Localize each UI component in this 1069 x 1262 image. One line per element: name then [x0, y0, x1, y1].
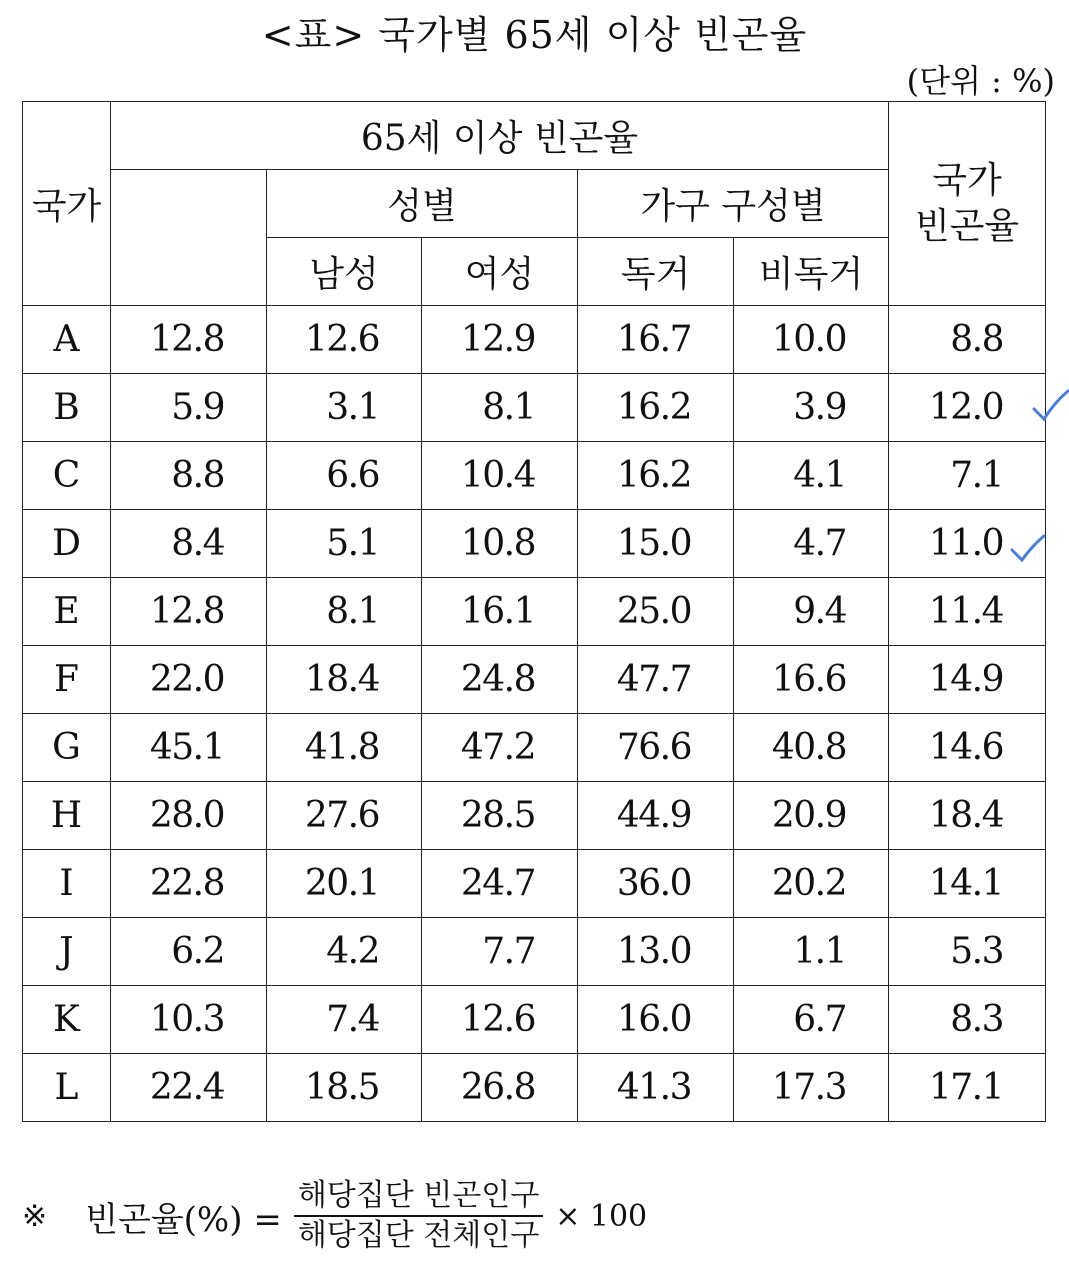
male-cell: 41.8 [267, 714, 422, 782]
male-cell: 6.6 [267, 442, 422, 510]
table-row [23, 578, 1046, 646]
female-cell: 7.7 [422, 918, 578, 986]
formula-multiplier: × 100 [555, 1198, 648, 1234]
single-cell: 16.0 [578, 986, 734, 1054]
formula-numerator: 해당집단 빈곤인구 [294, 1177, 543, 1217]
national-cell: 12.0 [889, 374, 1046, 442]
single-cell: 15.0 [578, 510, 734, 578]
note-mark: ※ [22, 1198, 48, 1234]
male-cell: 20.1 [267, 850, 422, 918]
male-cell: 27.6 [267, 782, 422, 850]
total-cell: 12.8 [111, 578, 267, 646]
country-cell: I [23, 850, 111, 918]
single-cell: 44.9 [578, 782, 734, 850]
non-single-cell: 6.7 [734, 986, 889, 1054]
non-single-cell: 16.6 [734, 646, 889, 714]
non-single-cell: 20.9 [734, 782, 889, 850]
single-cell: 41.3 [578, 1054, 734, 1122]
total-cell: 12.8 [111, 306, 267, 374]
table-row [23, 782, 1046, 850]
country-cell: E [23, 578, 111, 646]
national-cell: 14.1 [889, 850, 1046, 918]
formula-note [22, 1176, 722, 1256]
header-national-rate-line1: 국가 [932, 159, 1002, 201]
total-cell: 45.1 [111, 714, 267, 782]
national-cell: 14.9 [889, 646, 1046, 714]
check-mark-icon [1030, 385, 1069, 425]
non-single-cell: 4.1 [734, 442, 889, 510]
non-single-cell: 10.0 [734, 306, 889, 374]
single-cell: 36.0 [578, 850, 734, 918]
table-row [23, 1054, 1046, 1122]
total-cell: 5.9 [111, 374, 267, 442]
female-cell: 16.1 [422, 578, 578, 646]
header-female: 여성 [422, 238, 578, 306]
country-cell: H [23, 782, 111, 850]
female-cell: 10.4 [422, 442, 578, 510]
table-title: <표> 국가별 65세 이상 빈곤율 [261, 13, 808, 57]
female-cell: 8.1 [422, 374, 578, 442]
total-cell: 8.4 [111, 510, 267, 578]
non-single-cell: 17.3 [734, 1054, 889, 1122]
header-by-gender: 성별 [267, 170, 578, 238]
table-row [23, 850, 1046, 918]
total-cell: 28.0 [111, 782, 267, 850]
country-cell: B [23, 374, 111, 442]
country-cell: F [23, 646, 111, 714]
national-cell: 11.0 [889, 510, 1046, 578]
total-cell: 8.8 [111, 442, 267, 510]
table-row [23, 374, 1046, 442]
table-row [23, 918, 1046, 986]
country-cell: A [23, 306, 111, 374]
header-total-blank [111, 170, 267, 306]
non-single-cell: 4.7 [734, 510, 889, 578]
male-cell: 12.6 [267, 306, 422, 374]
national-cell: 18.4 [889, 782, 1046, 850]
non-single-cell: 20.2 [734, 850, 889, 918]
total-cell: 22.0 [111, 646, 267, 714]
non-single-cell: 1.1 [734, 918, 889, 986]
country-cell: C [23, 442, 111, 510]
header-country: 국가 [23, 102, 111, 306]
table-row [23, 714, 1046, 782]
single-cell: 16.2 [578, 374, 734, 442]
header-non-single: 비독거 [734, 238, 889, 306]
header-national-rate [889, 102, 1046, 306]
country-cell: D [23, 510, 111, 578]
table-body [23, 306, 1046, 1122]
country-cell: K [23, 986, 111, 1054]
single-cell: 16.7 [578, 306, 734, 374]
female-cell: 26.8 [422, 1054, 578, 1122]
header-by-household: 가구 구성별 [578, 170, 889, 238]
total-cell: 22.8 [111, 850, 267, 918]
female-cell: 24.7 [422, 850, 578, 918]
table-row [23, 442, 1046, 510]
male-cell: 5.1 [267, 510, 422, 578]
header-elderly-poverty: 65세 이상 빈곤율 [111, 102, 889, 170]
female-cell: 24.8 [422, 646, 578, 714]
national-cell: 8.8 [889, 306, 1046, 374]
national-cell: 17.1 [889, 1054, 1046, 1122]
non-single-cell: 3.9 [734, 374, 889, 442]
female-cell: 10.8 [422, 510, 578, 578]
male-cell: 18.4 [267, 646, 422, 714]
female-cell: 12.6 [422, 986, 578, 1054]
country-cell: L [23, 1054, 111, 1122]
country-cell: G [23, 714, 111, 782]
single-cell: 76.6 [578, 714, 734, 782]
male-cell: 3.1 [267, 374, 422, 442]
check-mark-icon [1008, 528, 1048, 568]
male-cell: 18.5 [267, 1054, 422, 1122]
total-cell: 22.4 [111, 1054, 267, 1122]
unit-label: (단위 : %) [906, 62, 1055, 100]
single-cell: 47.7 [578, 646, 734, 714]
national-cell: 5.3 [889, 918, 1046, 986]
non-single-cell: 9.4 [734, 578, 889, 646]
female-cell: 28.5 [422, 782, 578, 850]
national-cell: 11.4 [889, 578, 1046, 646]
formula-denominator: 해당집단 전체인구 [297, 1218, 540, 1253]
male-cell: 8.1 [267, 578, 422, 646]
total-cell: 6.2 [111, 918, 267, 986]
non-single-cell: 40.8 [734, 714, 889, 782]
female-cell: 12.9 [422, 306, 578, 374]
single-cell: 25.0 [578, 578, 734, 646]
table-row [23, 510, 1046, 578]
country-cell: J [23, 918, 111, 986]
single-cell: 13.0 [578, 918, 734, 986]
total-cell: 10.3 [111, 986, 267, 1054]
female-cell: 47.2 [422, 714, 578, 782]
male-cell: 7.4 [267, 986, 422, 1054]
formula-lhs: 빈곤율(%) = [85, 1199, 282, 1240]
national-cell: 14.6 [889, 714, 1046, 782]
single-cell: 16.2 [578, 442, 734, 510]
table-row [23, 986, 1046, 1054]
male-cell: 4.2 [267, 918, 422, 986]
national-cell: 8.3 [889, 986, 1046, 1054]
header-national-rate-line2: 빈곤율 [914, 205, 1020, 247]
table-row [23, 646, 1046, 714]
header-male: 남성 [267, 238, 422, 306]
poverty-table [22, 101, 1046, 1122]
header-single: 독거 [578, 238, 734, 306]
formula-fraction [294, 1177, 543, 1255]
table-row [23, 306, 1046, 374]
national-cell: 7.1 [889, 442, 1046, 510]
